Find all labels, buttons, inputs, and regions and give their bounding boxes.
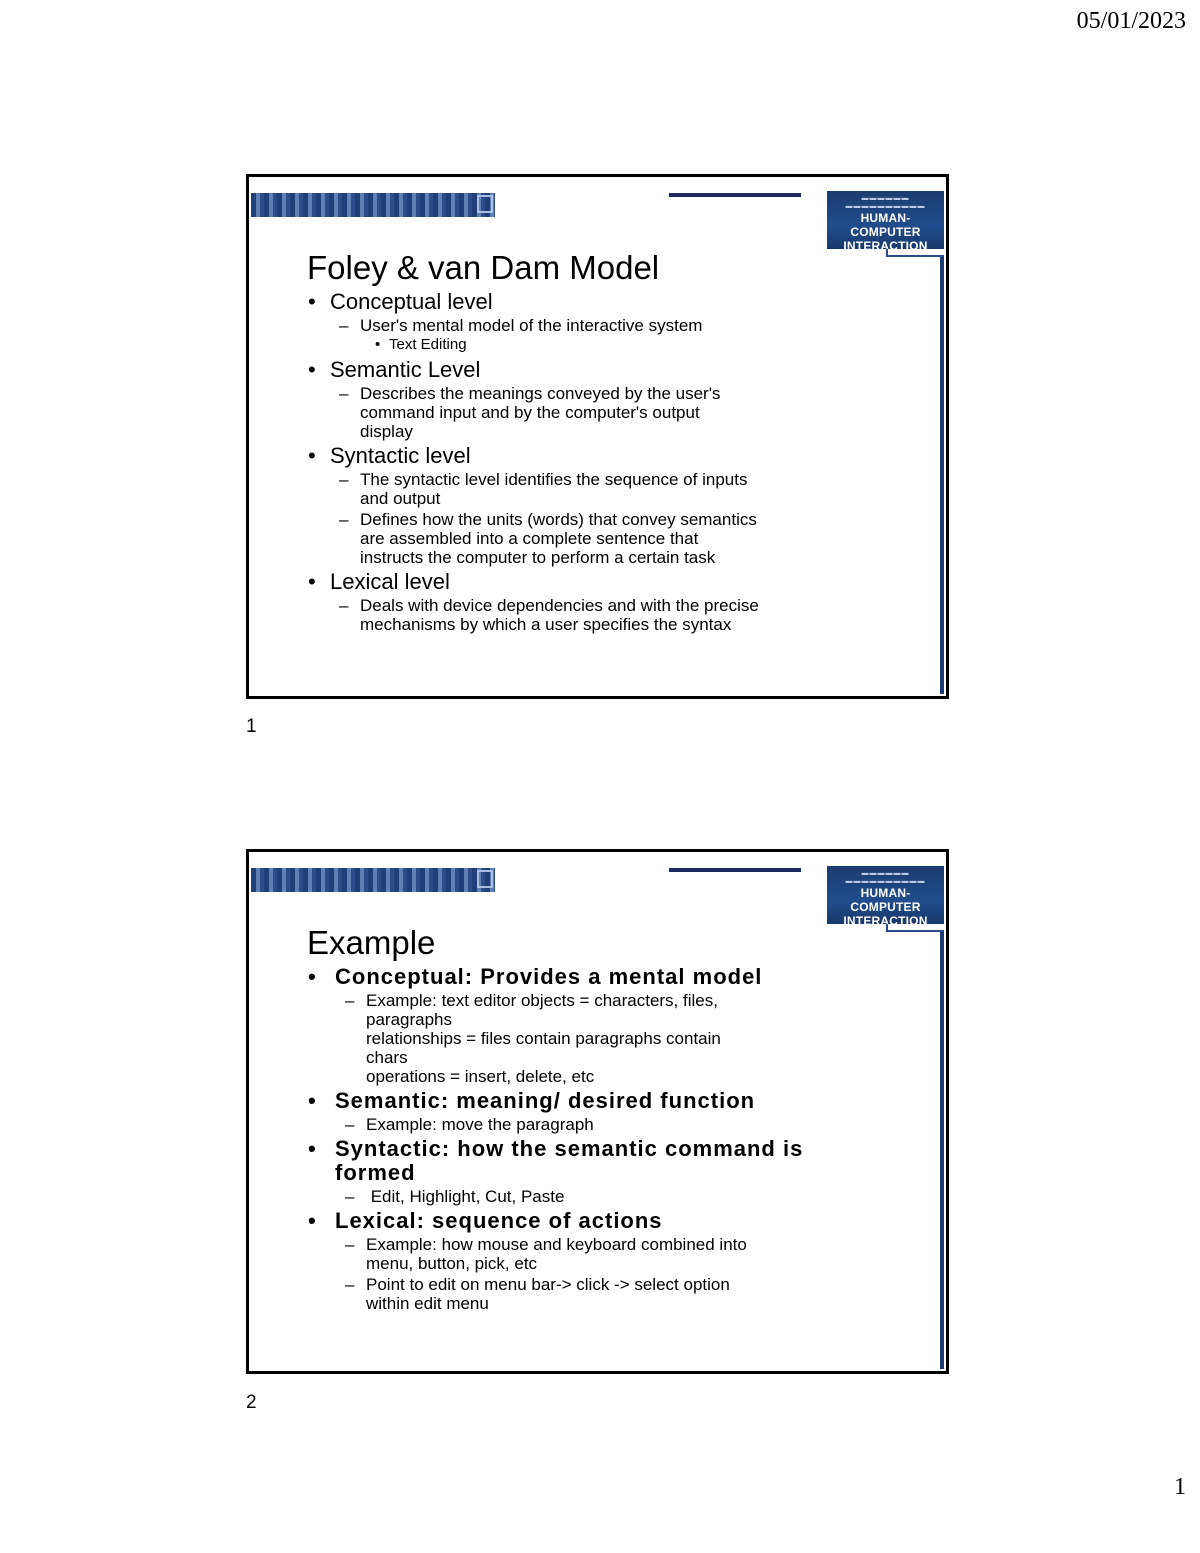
bullet-conceptual: • Conceptual level (307, 290, 896, 314)
sub-bullet: – Describes the meanings conveyed by the user's command input and by the computer's output display (307, 384, 896, 441)
sub-bullet: – Deals with device dependencies and with the precise mechanisms by which a user specifies the syntax (307, 596, 896, 634)
page-number: 1 (1174, 1474, 1186, 1500)
book-cover-logo: ▬▬▬▬▬▬ ▬▬▬▬▬▬▬▬▬▬ HUMAN-COMPUTER INTERACTION (827, 191, 944, 249)
book-cover-logo: ▬▬▬▬▬▬ ▬▬▬▬▬▬▬▬▬▬ HUMAN-COMPUTER INTERACTION (827, 866, 944, 924)
sub-bullet: – Defines how the units (words) that convey semantics are assembled into a complete sentence that instructs the computer to perform a certain task (307, 510, 896, 567)
bullet-lexical: • Lexical: sequence of actions (307, 1209, 896, 1233)
slide-title: Foley & van Dam Model (307, 249, 660, 286)
slide-right-rule (940, 932, 944, 1369)
slide-content (307, 249, 896, 634)
sub-bullet: – User's mental model of the interactive system (307, 316, 896, 335)
print-date: 05/01/2023 (1076, 8, 1186, 34)
bullet-syntactic: • Syntactic level (307, 444, 896, 468)
slide-2 (246, 849, 949, 1374)
sub-sub-bullet: • Text Editing (307, 335, 896, 355)
sub-bullet: – The syntactic level identifies the sequence of inputs and output (307, 470, 896, 508)
sub-bullet: – Example: move the paragraph (307, 1115, 896, 1134)
sub-bullet: – Example: text editor objects = characters, files, paragraphs relationships = files contain paragraphs contain chars operations = insert, delete, etc (307, 991, 896, 1086)
sub-bullet: – Point to edit on menu bar-> click -> select option within edit menu (307, 1275, 896, 1313)
slide-number-1: 1 (246, 716, 257, 737)
slide-header-band (251, 868, 495, 892)
slide-number-2: 2 (246, 1392, 257, 1413)
bullet-semantic: • Semantic: meaning/ desired function (307, 1089, 896, 1113)
slide-right-rule (940, 257, 944, 694)
bullet-semantic: • Semantic Level (307, 358, 896, 382)
bullet-conceptual: • Conceptual: Provides a mental model (307, 965, 896, 989)
slide-content (307, 924, 896, 1313)
bullet-syntactic: • Syntactic: how the semantic command is formed (307, 1137, 896, 1185)
slide-header-band (251, 193, 495, 217)
bullet-lexical: • Lexical level (307, 570, 896, 594)
slide-header-rule (669, 868, 801, 872)
sub-bullet: – Example: how mouse and keyboard combined into menu, button, pick, etc (307, 1235, 896, 1273)
sub-bullet: – Edit, Highlight, Cut, Paste (307, 1187, 896, 1206)
slide-title: Example (307, 924, 436, 961)
slide-header-rule (669, 193, 801, 197)
slide-1 (246, 174, 949, 699)
